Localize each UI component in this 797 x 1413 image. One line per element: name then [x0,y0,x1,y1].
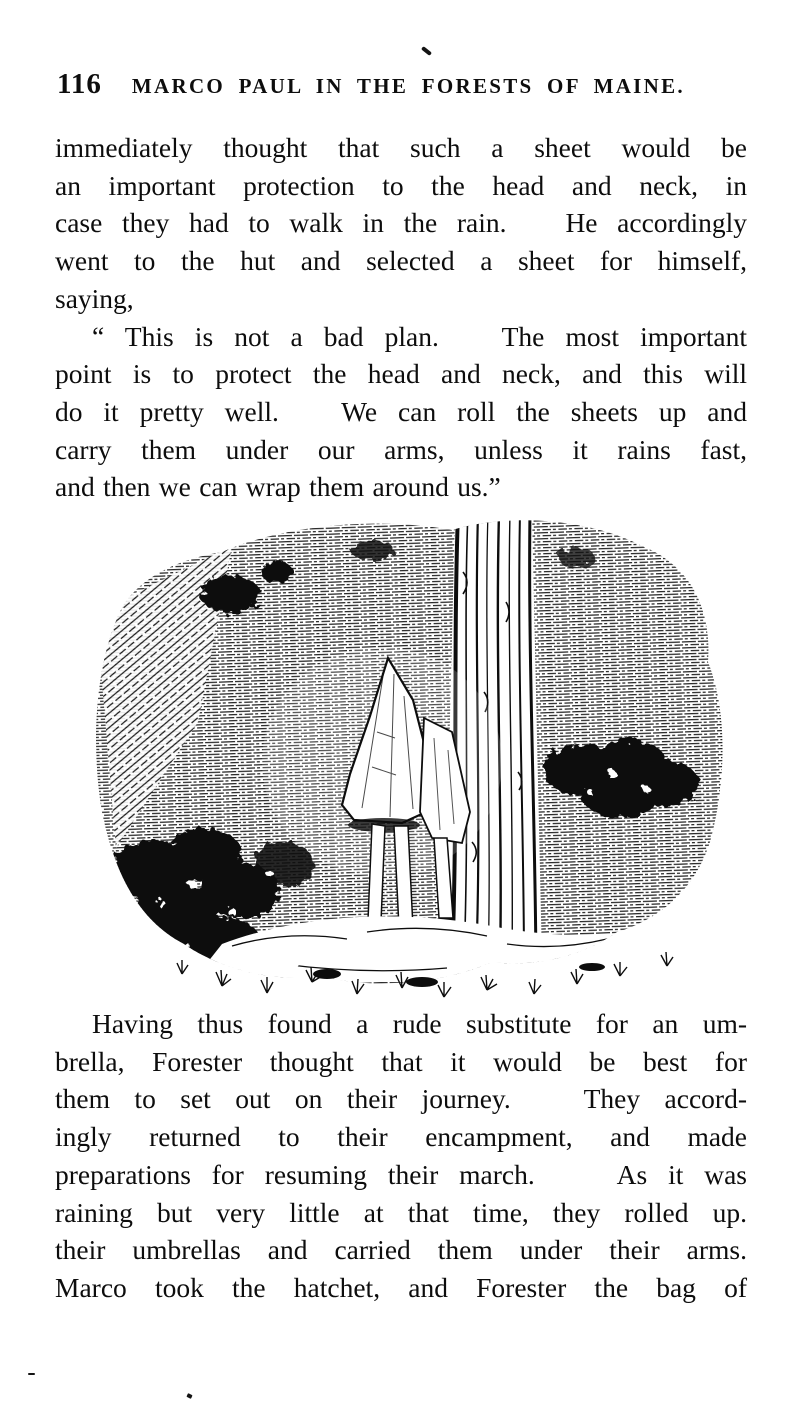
page-header [57,68,747,101]
text-line: do it pretty well. We can roll the sheets up and [55,395,747,427]
text-line: immediately thought that such a sheet would be [55,132,747,163]
text-line: and then we can wrap them around us.” [55,471,501,503]
page-number: 116 [57,68,102,100]
text-line: saying, [55,282,134,314]
text-line: their umbrellas and carried them under their arms. [55,1234,747,1266]
ink-speck [28,1373,35,1375]
text-line: them to set out on their journey. They accord- [55,1083,747,1115]
paragraph [55,1005,747,1307]
text-block-upper [55,129,747,506]
text-line: raining but very little at that time, they rolled up. [55,1196,747,1228]
paragraph [55,129,747,318]
ink-speck [421,46,432,56]
text-line: ingly returned to their encampment, and made [55,1121,747,1153]
text-line: brella, Forester thought that it would be best for [55,1045,747,1077]
ink-speck [186,1393,192,1399]
text-line: went to the hut and selected a sheet for himself, [55,245,747,277]
paragraph [55,318,747,507]
text-line: “ This is not a bad plan. The most important [92,320,747,352]
book-illustration [72,512,740,1004]
running-head: MARCO PAUL IN THE FORESTS OF MAINE. [131,74,685,98]
text-line: Marco took the hatchet, and Forester the bag of [55,1271,747,1303]
text-line: carry them under our arms, unless it rains fast, [55,433,747,465]
text-line: an important protection to the head and neck, in [55,169,747,201]
text-line: preparations for resuming their march. As it was [55,1158,747,1190]
text-block-lower [55,1005,747,1307]
text-line: Having thus found a rude substitute for an um- [92,1008,747,1039]
text-line: point is to protect the head and neck, and this will [55,358,747,390]
ground-patch [215,954,299,974]
forest-engraving [72,512,740,1004]
text-line: case they had to walk in the rain. He accordingly [55,207,747,239]
